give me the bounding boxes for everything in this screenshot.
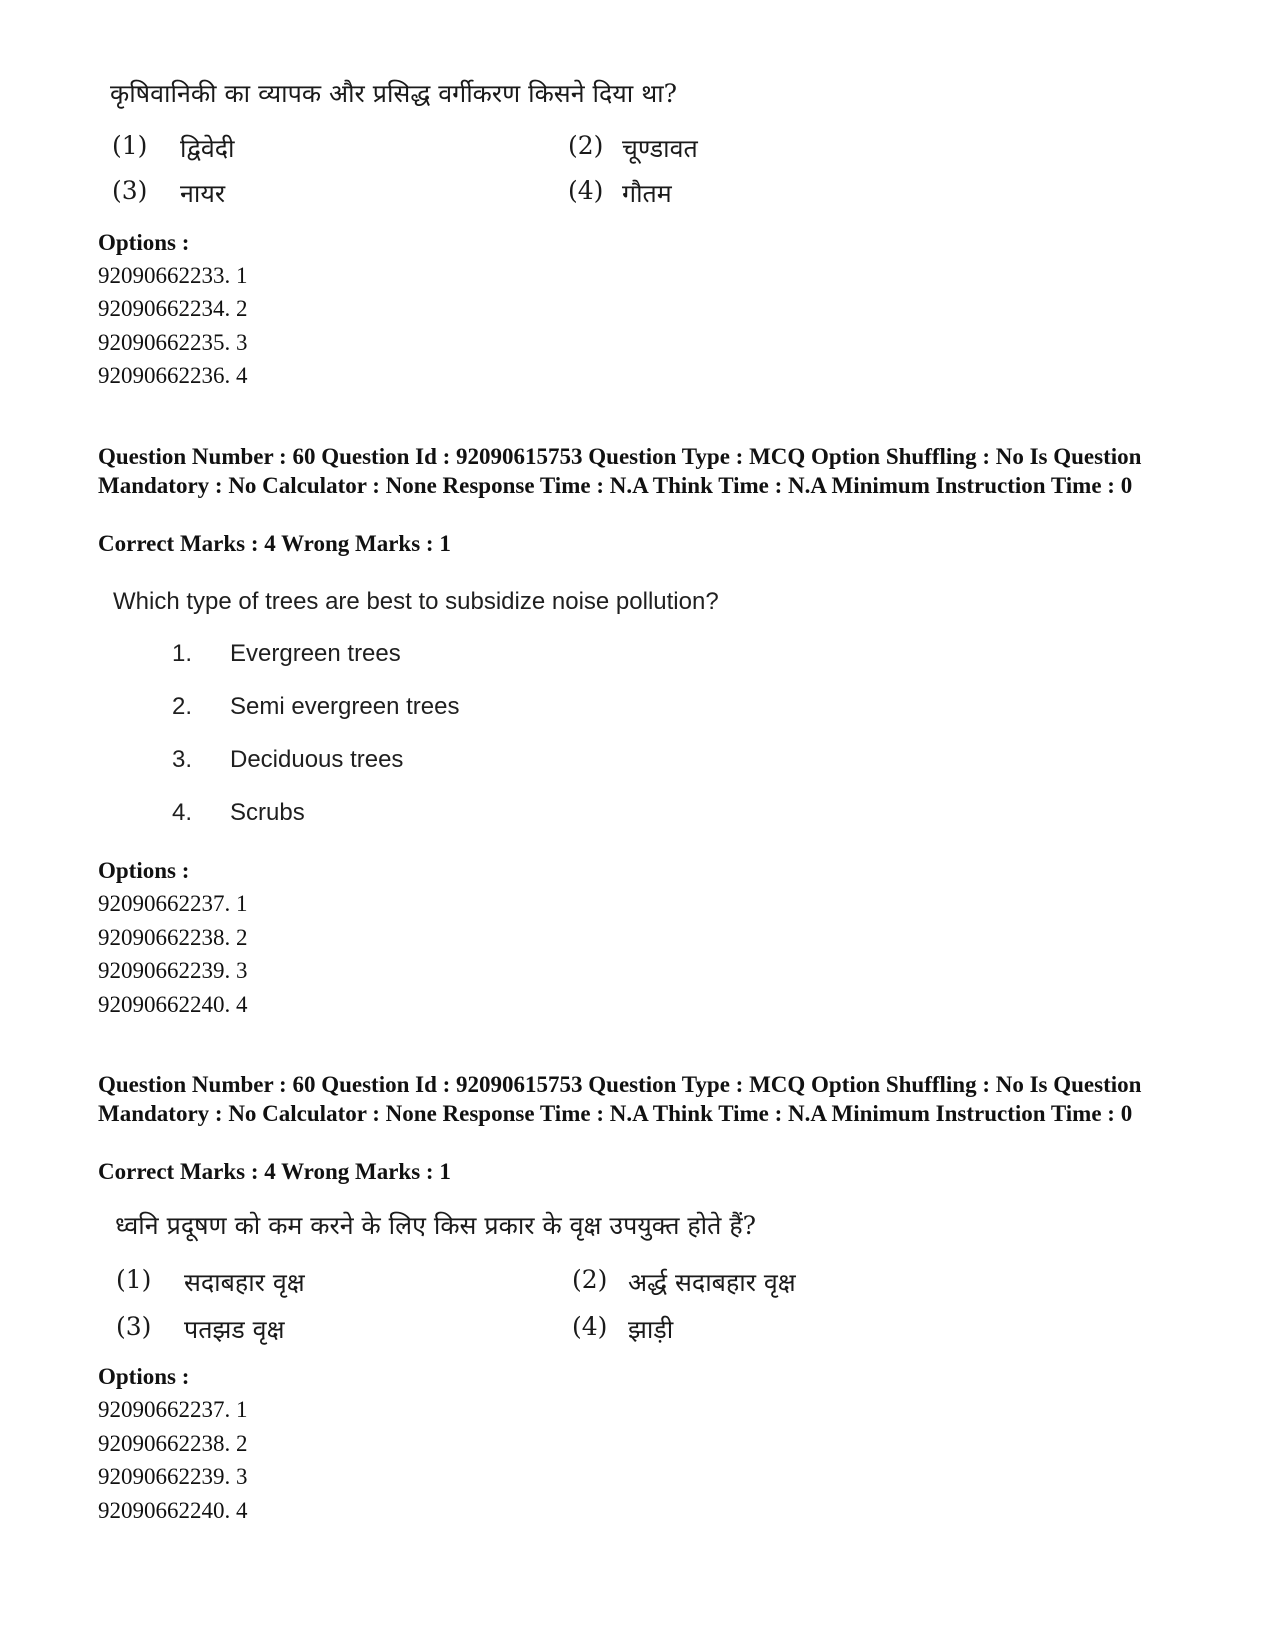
choice-text: Deciduous trees bbox=[230, 746, 404, 773]
choice-number: 1. bbox=[172, 640, 193, 667]
choice-number: (1) bbox=[112, 131, 148, 160]
choice-number: (4) bbox=[572, 1312, 608, 1341]
option-line: 92090662239. 3 bbox=[98, 958, 248, 983]
choice-text: गौतम bbox=[622, 179, 672, 208]
choice-number: (2) bbox=[572, 1265, 608, 1294]
choice-number: 3. bbox=[172, 746, 193, 773]
option-line: 92090662236. 4 bbox=[98, 363, 248, 388]
choice-number: (2) bbox=[568, 131, 604, 160]
choice-text: Evergreen trees bbox=[230, 640, 401, 667]
options-label: Options : bbox=[98, 858, 190, 883]
option-line: 92090662235. 3 bbox=[98, 330, 248, 355]
choice-text: Scrubs bbox=[230, 799, 305, 826]
marks-line: Correct Marks : 4 Wrong Marks : 1 bbox=[98, 531, 451, 556]
choice-text: पतझड वृक्ष bbox=[184, 1315, 285, 1344]
option-line: 92090662240. 4 bbox=[98, 1498, 248, 1523]
option-line: 92090662239. 3 bbox=[98, 1464, 248, 1489]
choice-text: अर्द्ध सदाबहार वृक्ष bbox=[628, 1268, 796, 1297]
question-text-hindi: ध्वनि प्रदूषण को कम करने के लिए किस प्रकार के वृक्ष उपयुक्त होते हैं? bbox=[115, 1211, 757, 1240]
marks-line: Correct Marks : 4 Wrong Marks : 1 bbox=[98, 1159, 451, 1184]
choice-text: द्विवेदी bbox=[180, 134, 235, 163]
question-text-hindi: कृषिवानिकी का व्यापक और प्रसिद्ध वर्गीकरण किसने दिया था? bbox=[110, 79, 678, 108]
question-meta: Question Number : 60 Question Id : 92090615753 Question Type : MCQ Option Shuffling : No Is Question Mandatory : No Calculator : None Response Time : N.A Think Time : N.A Minimum Instruction Time : 0 bbox=[98, 1072, 1142, 1126]
options-label: Options : bbox=[98, 1364, 190, 1389]
options-label: Options : bbox=[98, 230, 190, 255]
choice-number: 2. bbox=[172, 693, 193, 720]
choice-text: नायर bbox=[180, 179, 226, 208]
choice-number: (3) bbox=[112, 176, 148, 205]
choice-text: झाड़ी bbox=[628, 1315, 674, 1344]
option-line: 92090662233. 1 bbox=[98, 263, 248, 288]
question-meta: Question Number : 60 Question Id : 92090615753 Question Type : MCQ Option Shuffling : No Is Question Mandatory : No Calculator : None Response Time : N.A Think Time : N.A Minimum Instruction Time : 0 bbox=[98, 444, 1142, 498]
option-line: 92090662237. 1 bbox=[98, 1397, 248, 1422]
option-line: 92090662238. 2 bbox=[98, 925, 248, 950]
choice-number: (1) bbox=[116, 1265, 152, 1294]
choice-text: चूण्डावत bbox=[622, 134, 698, 163]
choice-text: Semi evergreen trees bbox=[230, 693, 460, 720]
question-text-english: Which type of trees are best to subsidize noise pollution? bbox=[113, 588, 719, 615]
choice-number: (4) bbox=[568, 176, 604, 205]
option-line: 92090662237. 1 bbox=[98, 891, 248, 916]
choice-number: 4. bbox=[172, 799, 193, 826]
choice-number: (3) bbox=[116, 1312, 152, 1341]
option-line: 92090662240. 4 bbox=[98, 992, 248, 1017]
choice-text: सदाबहार वृक्ष bbox=[184, 1268, 305, 1297]
option-line: 92090662238. 2 bbox=[98, 1431, 248, 1456]
option-line: 92090662234. 2 bbox=[98, 296, 248, 321]
